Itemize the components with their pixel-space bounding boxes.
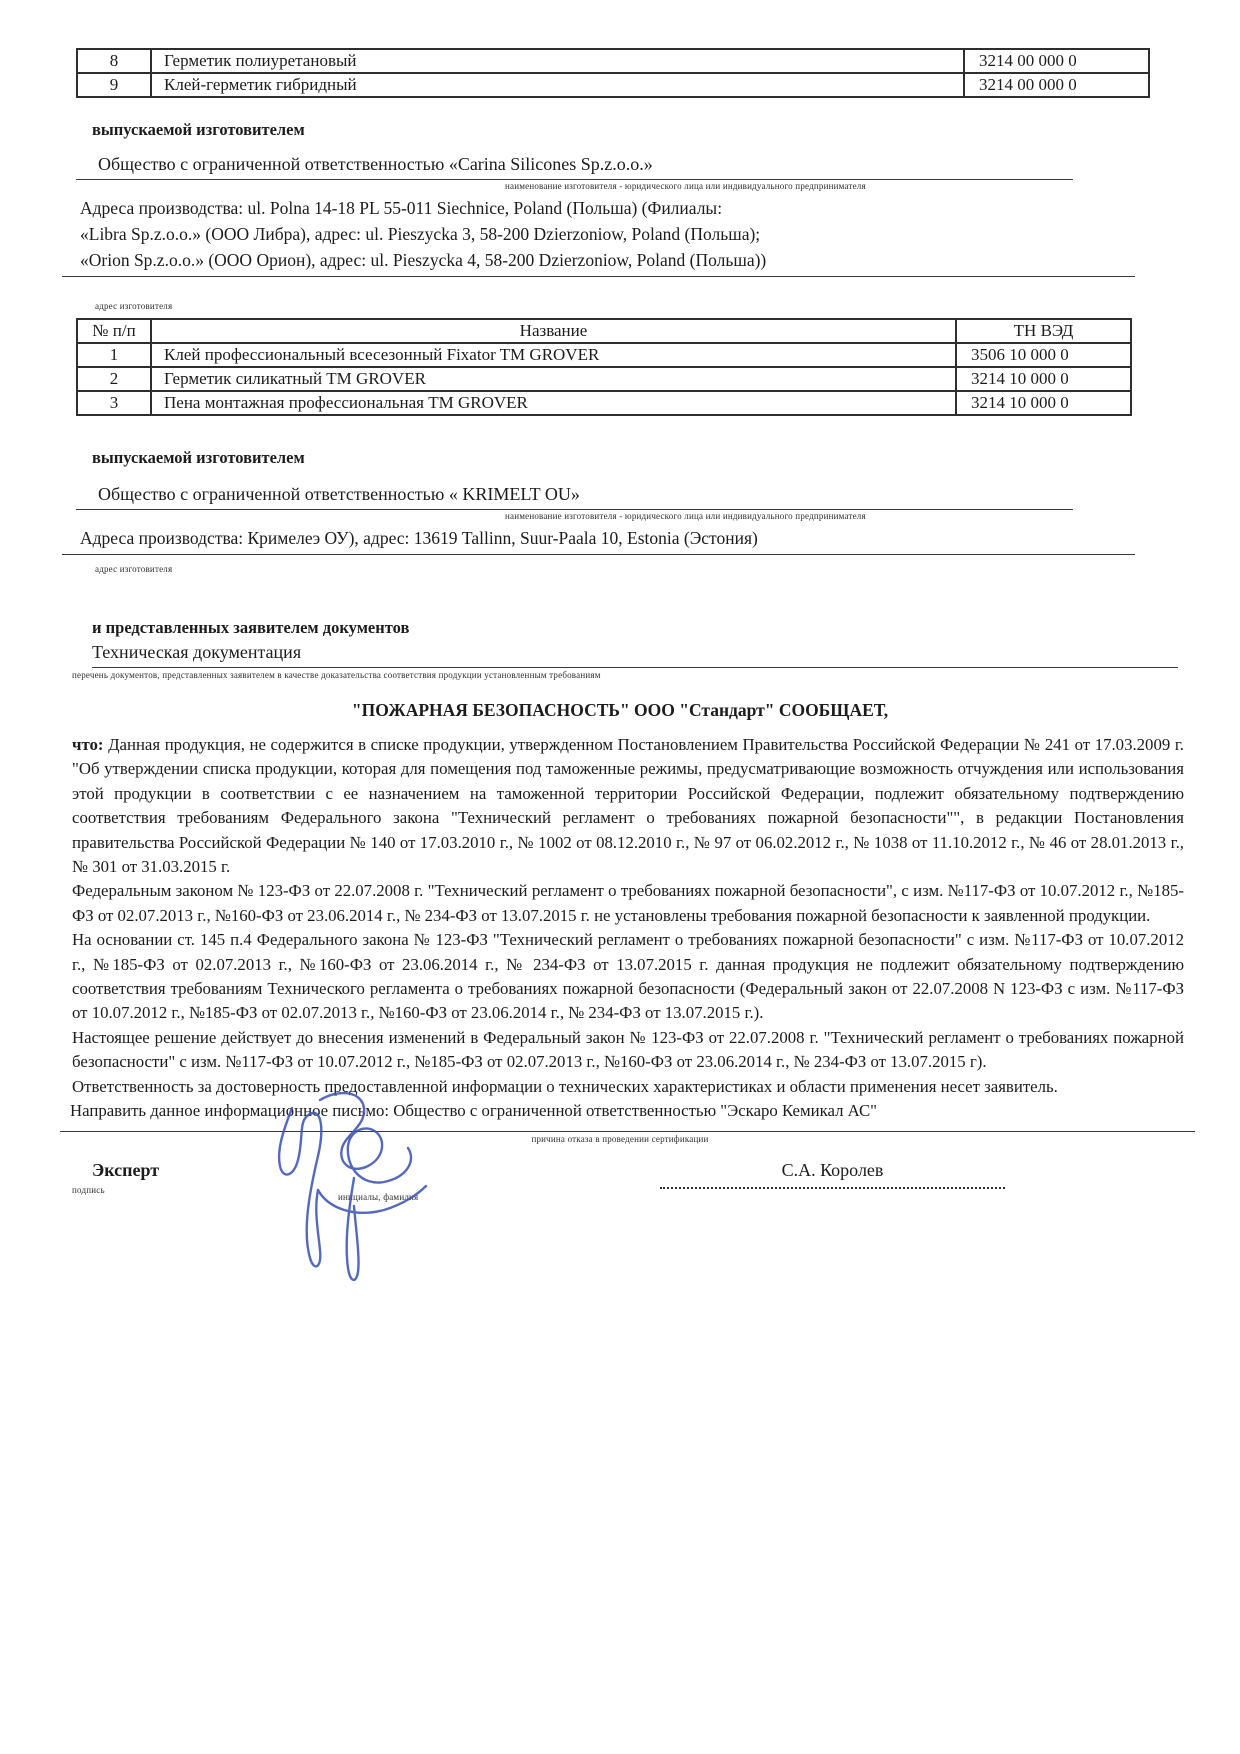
manufacturer-name: Общество с ограниченной ответственностью « KRIMELT OU» [76,484,1073,510]
manufacturer-note: наименование изготовителя - юридического лица или индивидуального предпринимателя [505,511,866,521]
table-row [77,49,1149,73]
manufacturer-address [62,193,1135,277]
forward-note: причина отказа в проведении сертификации [531,1133,709,1144]
paragraph-text: Данная продукция, не содержится в списке продукции, утвержденном Постановлением Правительства Российской Федерации № 241 от 17.03.2009 г. "Об утверждении списка продукции, которая для помещения под таможенные режимы, предусматривающие возможность отчуждения или использования этой продукции в соответствии с ее назначением на таможенной территории Российской Федерации, подлежит обязательному подтверждению соответствия требованиям Федерального закона "Технический регламент о требованиях пожарной безопасности"", в редакции Постановления правительства Российской Федерации № 140 от 17.03.2010 г., № 1002 от 08.12.2010 г., № 97 от 06.02.2012 г., № 1038 от 11.10.2012 г., № 46 от 28.01.2013 г., № 301 от 31.03.2015 г. [72,735,1185,877]
manufacturer-note: наименование изготовителя - юридического лица или индивидуального предпринимателя [505,181,866,191]
product-name: Клей-герметик гибридный [151,73,964,97]
statement-paragraph: Настоящее решение действует до внесения изменений в Федеральный закон № 123-ФЗ от 22.07.2008 г. "Технический регламент о требованиях пожарной безопасности" с изм. №117-ФЗ от 10.07.2012 г., №185-ФЗ от 02.07.2013 г., №160-ФЗ от 23.06.2014 г., № 234-ФЗ от 13.07.2015 г). [72,1027,1184,1072]
that-label: что: [72,735,104,754]
statement-title: "ПОЖАРНАЯ БЕЗОПАСНОСТЬ" ООО "Стандарт" СООБЩАЕТ, [351,700,889,720]
row-number: 2 [77,367,151,391]
table-row [77,73,1149,97]
table-row [77,391,1131,415]
table-row [77,343,1131,367]
row-number: 9 [77,73,151,97]
expert-block [72,1159,160,1195]
products-table [76,318,1132,416]
address-line: Адреса производства: Кримелеэ ОУ), адрес: 13619 Tallinn, Suur-Paala 10, Estonia (Эстония) [80,528,758,548]
manufacturer-name: Общество с ограниченной ответственностью «Carina Silicones Sp.z.o.o.» [76,154,1073,180]
section-heading: выпускаемой изготовителем [92,120,305,139]
product-name: Пена монтажная профессиональная TM GROVER [151,391,956,415]
section-heading: выпускаемой изготовителем [92,448,305,467]
initials-caption: инициалы, фамилия [338,1192,419,1202]
product-name: Герметик полиуретановый [151,49,964,73]
address-line: «Libra Sp.z.o.o.» (ООО Либра), адрес: ul. Pieszycka 3, 58-200 Dzierzoniow, Poland (Польша); [80,224,761,244]
expert-name: С.А. Королев [660,1160,1005,1189]
statement-paragraph: Федеральным законом № 123-ФЗ от 22.07.2008 г. "Технический регламент о требованиях пожарной безопасности", с изм. №117-ФЗ от 10.07.2012 г., №185-ФЗ от 02.07.2013 г., №160-ФЗ от 23.06.2014 г., № 234-ФЗ от 13.07.2015 г. не установлены требования пожарной безопасности к заявленной продукции. [72,881,1184,925]
product-name: Герметик силикатный TM GROVER [151,367,956,391]
column-header-code: ТН ВЭД [956,319,1131,343]
tnved-code: 3214 10 000 0 [956,391,1131,415]
statement-paragraph: Ответственность за достоверность предоставленной информации о технических характеристиках и области применения несет заявитель. [72,1076,1058,1096]
expert-label: Эксперт [92,1159,160,1180]
statement-body [72,733,1184,1099]
forward-line: Направить данное информационное письмо: Общество с ограниченной ответственностью "Эскаро Кемикал АС" [60,1099,1195,1131]
product-name: Клей профессиональный всесезонный Fixator TM GROVER [151,343,956,367]
manufacturer-address [62,523,1135,555]
signature-row [0,1160,1240,1195]
documents-note: перечень документов, представленных заявителем в качестве доказательства соответствия продукции установленным требованиям [72,670,601,680]
tnved-code: 3214 00 000 0 [964,49,1149,73]
products-table-top [76,48,1150,98]
expert-name-block [660,1160,1005,1189]
column-header-name: Название [151,319,956,343]
tnved-code: 3506 10 000 0 [956,343,1131,367]
tnved-code: 3214 10 000 0 [956,367,1131,391]
table-row [77,367,1131,391]
documents-heading: и представленных заявителем документов [92,618,410,637]
statement-paragraph: На основании ст. 145 п.4 Федерального закона № 123-ФЗ "Технический регламент о требованиях пожарной безопасности" с изм. №117-ФЗ от 10.07.2012 г., №185-ФЗ от 02.07.2013 г., №160-ФЗ от 23.06.2014 г., № 234-ФЗ от 13.07.2015 г. данная продукция не подлежит обязательному подтверждению соответствия требованиям Технического регламента о требованиях пожарной безопасности (Федеральный закон от 22.07.2008 N 123-ФЗ с изм. №117-ФЗ от 10.07.2012 г., №185-ФЗ от 02.07.2013 г., №160-ФЗ от 23.06.2014 г., № 234-ФЗ от 13.07.2015 г.). [72,930,1184,1023]
address-line: «Orion Sp.z.o.o.» (ООО Орион), адрес: ul. Pieszycka 4, 58-200 Dzierzoniow, Poland (Польша)) [80,250,767,270]
documents-value: Техническая документация [92,642,1178,668]
column-header-num: № п/п [77,319,151,343]
address-note: адрес изготовителя [95,564,173,574]
table-header-row [77,319,1131,343]
statement-paragraph [72,733,1184,879]
address-line: Адреса производства: ul. Polna 14-18 PL 55-011 Siechnice, Poland (Польша) (Филиалы: [80,198,723,218]
row-number: 1 [77,343,151,367]
row-number: 3 [77,391,151,415]
row-number: 8 [77,49,151,73]
tnved-code: 3214 00 000 0 [964,73,1149,97]
address-note: адрес изготовителя [95,301,173,311]
signature-caption: подпись [72,1184,105,1195]
